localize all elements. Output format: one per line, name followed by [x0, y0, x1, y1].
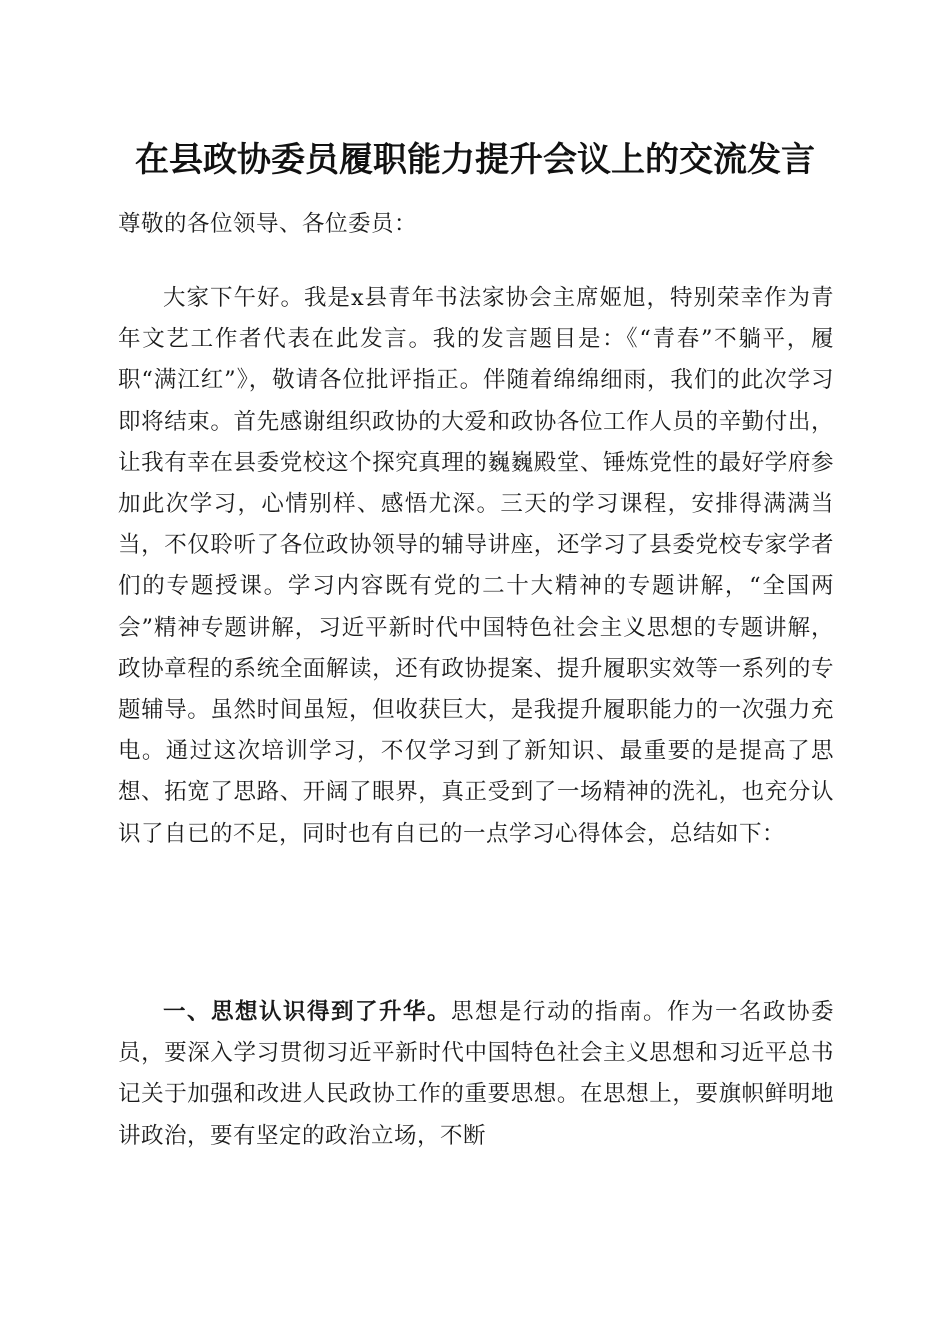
section-one-body: 思想是行动的指南。作为一名政协委员，要深入学习贯彻习近平新时代中国特色社会主义思想和习近平总书记关于加强和改进人民政协工作的重要思想。在思想上，要旗帜鲜明地讲政治，要有坚定的政治立场，不断 — [118, 999, 834, 1149]
paragraph-intro: 大家下午好。我是x县青年书法家协会主席姬旭，特别荣幸作为青年文艺工作者代表在此发言。我的发言题目是：《“青春”不躺平，履职“满江红”》，敬请各位批评指正。伴随着绵绵细雨，我们的此次学习即将结束。首先感谢组织政协的大爱和政协各位工作人员的辛勤付出，让我有幸在县委党校这个探究真理的巍巍殿堂、锤炼党性的最好学府参加此次学习，心情别样、感悟尤深。三天的学习课程，安排得满满当当，不仅聆听了各位政协领导的辅导讲座，还学习了县委党校专家学者们的专题授课。学习内容既有党的二十大精神的专题讲解，“全国两会”精神专题讲解，习近平新时代中国特色社会主义思想的专题讲解，政协章程的系统全面解读，还有政协提案、提升履职实效等一系列的专题辅导。虽然时间虽短，但收获巨大，是我提升履职能力的一次强力充电。通过这次培训学习，不仅学习到了新知识、最重要的是提高了思想、拓宽了思路、开阔了眼界，真正受到了一场精神的洗礼，也充分认识了自已的不足，同时也有自已的一点学习心得体会，总结如下： — [118, 285, 834, 847]
salutation: 尊敬的各位领导、各位委员： — [118, 211, 418, 237]
document-title: 在县政协委员履职能力提升会议上的交流发言 — [135, 140, 815, 180]
section-one-heading: 一、思想认识得到了升华。 — [163, 999, 451, 1025]
paragraph-section-one — [118, 992, 834, 1157]
